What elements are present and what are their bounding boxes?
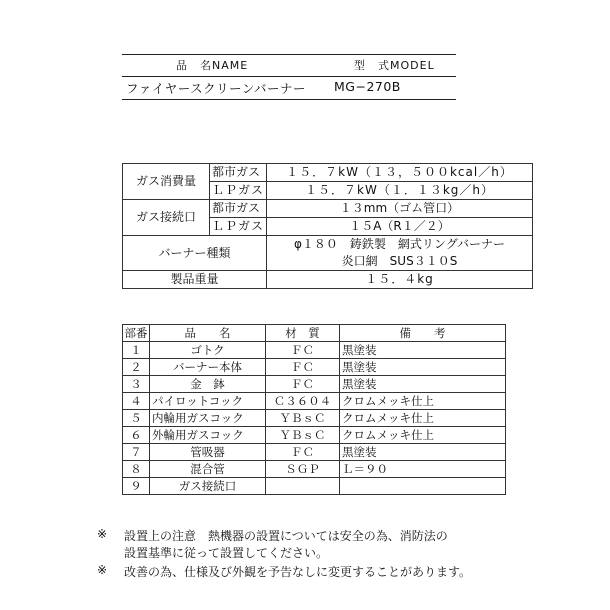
consumption-city-value: １５．７kW（１３，５００kcal／h）: [267, 164, 533, 182]
part-remarks: 黒塗装: [340, 376, 506, 393]
table-row: [123, 478, 506, 495]
part-number: ３: [123, 376, 150, 393]
table-row: [123, 393, 506, 410]
connection-city-value: １３mm（ゴム管口）: [267, 200, 533, 218]
city-gas-label: 都市ガス: [210, 164, 267, 182]
part-remarks: クロムメッキ仕上: [340, 393, 506, 410]
burner-type-value: [267, 236, 533, 271]
burner-type-line1: φ１８０ 鋳鉄製 網式リングバーナー: [294, 237, 505, 251]
burner-type-line2: 炎口網 SUS３１０S: [341, 254, 458, 268]
part-material: [266, 478, 340, 495]
part-number: ５: [123, 410, 150, 427]
part-number: ７: [123, 444, 150, 461]
note-mark: ※: [97, 527, 108, 541]
table-row: [123, 359, 506, 376]
part-remarks: 黒塗装: [340, 444, 506, 461]
table-row: [123, 200, 533, 218]
part-name: パイロットコック: [150, 393, 266, 410]
note1-line2: 設置基準に従って設置してください。: [124, 546, 329, 560]
part-material: ＹＢｓＣ: [266, 427, 340, 444]
part-remarks: 黒塗装: [340, 342, 506, 359]
table-row: [123, 461, 506, 478]
table-row: [123, 236, 533, 271]
part-name: バーナー本体: [150, 359, 266, 376]
part-material: ＹＢｓＣ: [266, 410, 340, 427]
part-material: ＦＣ: [266, 376, 340, 393]
part-name: 内輪用ガスコック: [150, 410, 266, 427]
header-part-name: 品 名: [150, 325, 266, 342]
part-remarks: 黒塗装: [340, 359, 506, 376]
weight-value: １５．４kg: [267, 271, 533, 289]
name-label: 品 名NAME: [176, 59, 249, 72]
note1-line1: 設置上の注意 熱機器の設置については安全の為、消防法の: [124, 529, 448, 543]
header-part-number: 部番: [124, 325, 148, 340]
header-top-rule: [122, 54, 456, 55]
header-material: 材 質: [266, 325, 340, 342]
gas-connection-label: ガス接続口: [123, 200, 210, 236]
model-label: 型 式MODEL: [354, 59, 435, 72]
consumption-lp-value: １５．７kW（１．１３kg／h）: [267, 182, 533, 200]
part-material: ＳＧＰ: [266, 461, 340, 478]
lp-gas-label: ＬＰガス: [210, 218, 267, 236]
burner-type-label: バーナー種類: [123, 236, 267, 271]
weight-label: 製品重量: [123, 271, 267, 289]
parts-header-row: [123, 325, 506, 342]
part-number: ９: [123, 478, 150, 495]
part-name: ゴトク: [150, 342, 266, 359]
part-material: Ｃ３６０４: [266, 393, 340, 410]
table-row: [123, 410, 506, 427]
product-name: ファイヤースクリーンバーナー: [126, 81, 307, 96]
part-name: 混合管: [150, 461, 266, 478]
spec-table: [122, 163, 533, 289]
header-remarks: 備 考: [340, 325, 506, 342]
table-row: [123, 376, 506, 393]
part-number: １: [123, 342, 150, 359]
lp-gas-label: ＬＰガス: [210, 182, 267, 200]
city-gas-label: 都市ガス: [210, 200, 267, 218]
table-row: [123, 427, 506, 444]
part-material: ＦＣ: [266, 342, 340, 359]
part-remarks: Ｌ＝９０: [340, 461, 506, 478]
part-name: 金 鉢: [150, 376, 266, 393]
part-number: ２: [123, 359, 150, 376]
part-number: ４: [123, 393, 150, 410]
product-header: [122, 54, 456, 100]
gas-consumption-label: ガス消費量: [123, 164, 210, 200]
part-remarks: [340, 478, 506, 495]
part-name: ガス接続口: [150, 478, 266, 495]
part-material: ＦＣ: [266, 444, 340, 461]
parts-table: [122, 324, 506, 495]
part-name: 管吸器: [150, 444, 266, 461]
part-material: ＦＣ: [266, 359, 340, 376]
note2: 改善の為、仕様及び外観を予告なしに変更することがあります。: [124, 565, 472, 579]
part-number: ６: [123, 427, 150, 444]
table-row: [123, 444, 506, 461]
header-bottom-rule: [122, 99, 456, 100]
table-row: [123, 342, 506, 359]
connection-lp-value: １５A（R１／２）: [267, 218, 533, 236]
table-row: [123, 164, 533, 182]
part-remarks: クロムメッキ仕上: [340, 410, 506, 427]
model-number: MG−270B: [334, 79, 401, 94]
note-mark: ※: [97, 563, 108, 577]
part-name: 外輪用ガスコック: [150, 427, 266, 444]
part-remarks: クロムメッキ仕上: [340, 427, 506, 444]
part-number: ８: [123, 461, 150, 478]
header-middle-rule: [122, 76, 456, 77]
table-row: [123, 271, 533, 289]
